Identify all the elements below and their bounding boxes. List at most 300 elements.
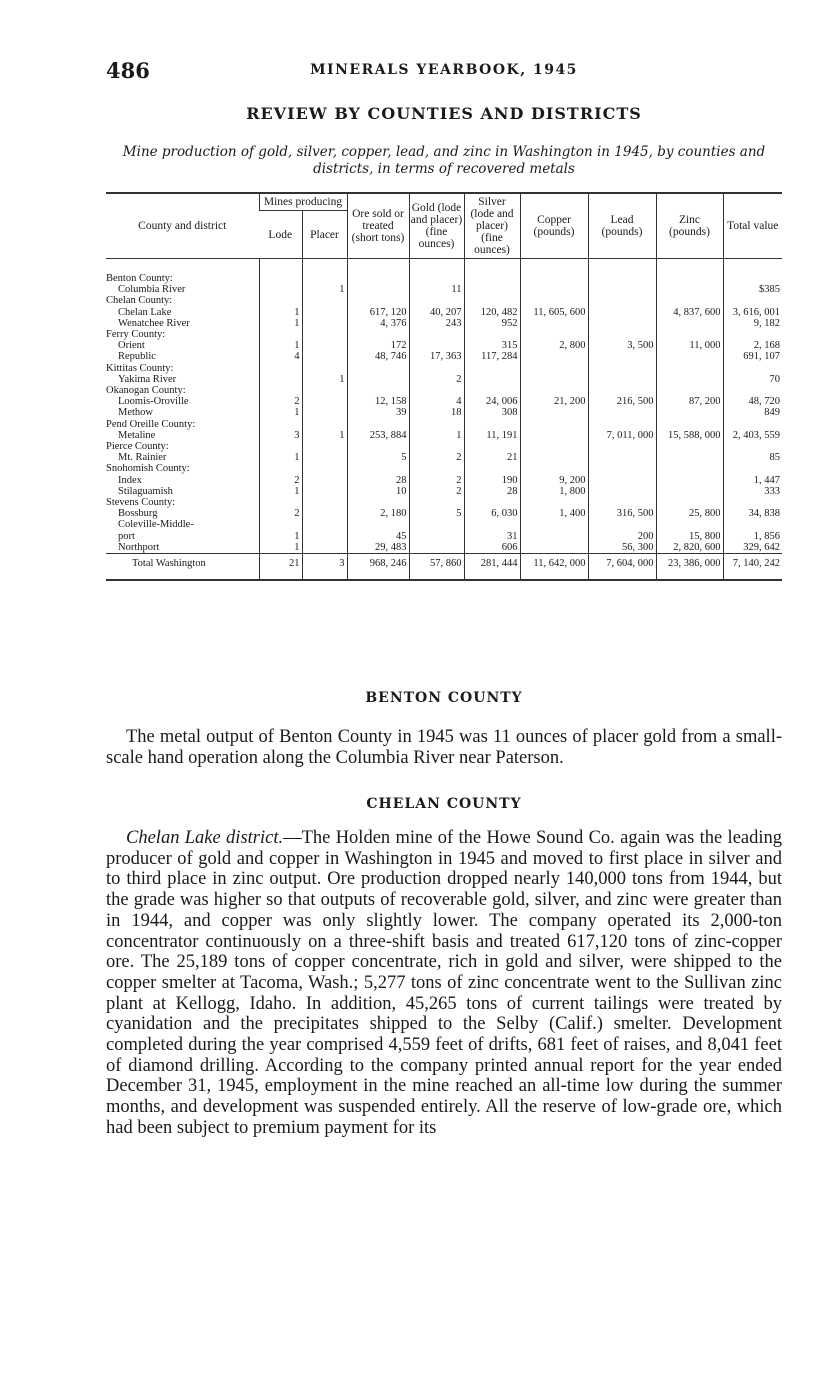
zinc-cell xyxy=(656,259,723,285)
total-cell xyxy=(723,329,782,340)
placer-cell xyxy=(302,531,347,542)
total-cell: 9, 182 xyxy=(723,318,782,329)
lode-cell: 1 xyxy=(259,486,302,497)
district-cell: Okanogan County: xyxy=(106,385,186,397)
district-name: Chelan Lake district. xyxy=(126,828,284,848)
gold-cell: 2 xyxy=(409,486,464,497)
lode-cell xyxy=(259,419,302,430)
lode-cell xyxy=(259,284,302,295)
district-cell: Loomis-Oroville xyxy=(118,396,189,408)
table-row xyxy=(106,351,782,362)
placer-cell xyxy=(302,363,347,374)
zinc-cell xyxy=(656,385,723,396)
copper-cell: 2, 800 xyxy=(520,340,588,351)
district-cell: Metaline xyxy=(118,429,156,441)
district-cell: Northport xyxy=(118,541,160,553)
gold-cell xyxy=(409,419,464,430)
ore-cell xyxy=(347,419,409,430)
ore-cell: 253, 884 xyxy=(347,430,409,441)
copper-cell xyxy=(520,519,588,530)
gold-cell xyxy=(409,463,464,474)
total-name-cell: Total Washington xyxy=(106,554,259,581)
zinc-cell xyxy=(656,441,723,452)
lode-cell xyxy=(259,463,302,474)
section-title: REVIEW BY COUNTIES AND DISTRICTS xyxy=(246,104,642,123)
zinc-cell xyxy=(656,318,723,329)
ore-cell xyxy=(347,385,409,396)
ore-cell: 10 xyxy=(347,486,409,497)
copper-cell xyxy=(520,295,588,306)
running-title: MINERALS YEARBOOK, 1945 xyxy=(310,62,578,78)
gold-cell: 2 xyxy=(409,452,464,463)
ore-cell: 45 xyxy=(347,531,409,542)
silver-cell: 606 xyxy=(464,542,520,554)
zinc-cell xyxy=(656,497,723,508)
zinc-cell xyxy=(656,486,723,497)
lead-cell xyxy=(588,351,656,362)
ore-cell xyxy=(347,497,409,508)
ore-cell xyxy=(347,295,409,306)
gold-cell xyxy=(409,385,464,396)
copper-cell xyxy=(520,407,588,418)
district-cell: port xyxy=(118,530,135,542)
lode-cell: 1 xyxy=(259,307,302,318)
lead-cell xyxy=(588,374,656,385)
zinc-cell xyxy=(656,329,723,340)
total-cell xyxy=(723,295,782,306)
placer-cell: 1 xyxy=(302,284,347,295)
zinc-cell xyxy=(656,452,723,463)
total-cell xyxy=(723,419,782,430)
silver-cell xyxy=(464,329,520,340)
ore-cell xyxy=(347,374,409,385)
ore-cell xyxy=(347,363,409,374)
zinc-cell xyxy=(656,295,723,306)
chelan-text: —The Holden mine of the Howe Sound Co. again was the leading producer of gold and copper in Washington in 1945 and moved to first place in silver and to third place in zinc output. Ore production dropped nearly 140,000 tons from 1944, but the grade was higher so that outputs of recoverable gold, silver, and zinc were greater than in 1944, and copper was only slightly lower. The company operated its 2,000-ton concentrator continuously on a three-shift basis and treated 617,120 tons of zinc-copper ore. The 25,189 tons of copper concentrate, rich in gold and silver, were shipped to the copper smelter at Tacoma, Wash.; 5,277 tons of zinc concentrate went to the Sullivan zinc plant at Kellogg, Idaho. In addition, 45,265 tons of current tailings were treated by cyanidation and the precipitates shipped to the Selby (Calif.) smelter. Development completed during the year comprised 4,559 feet of drifts, 681 feet of raises, and 8,041 feet of diamond drilling. According to the company printed annual report for the year ended December 31, 1945, employment in the mine reached an all-time low during the summer months, and development was suspended entirely. All the reserve of low-grade ore, which had been subject to premium payment for its xyxy=(106,828,783,1138)
copper-cell xyxy=(520,363,588,374)
lode-cell: 3 xyxy=(259,430,302,441)
table-row xyxy=(106,419,782,430)
benton-paragraph: The metal output of Benton County in 1945 was 11 ounces of placer gold from a small-scale hand operation along the Columbia River near Paterson. xyxy=(106,727,782,768)
table-row xyxy=(106,475,782,486)
ore-cell: 29, 483 xyxy=(347,542,409,554)
district-cell: Stevens County: xyxy=(106,497,176,509)
table-row xyxy=(106,318,782,329)
total-cell: 2, 168 xyxy=(723,340,782,351)
lead-cell xyxy=(588,441,656,452)
copper-cell: 21, 200 xyxy=(520,396,588,407)
copper-cell xyxy=(520,385,588,396)
total-zinc-cell: 23, 386, 000 xyxy=(656,554,723,581)
lead-cell xyxy=(588,486,656,497)
silver-cell xyxy=(464,374,520,385)
lead-cell xyxy=(588,329,656,340)
total-placer-cell: 3 xyxy=(302,554,347,581)
copper-cell xyxy=(520,497,588,508)
gold-cell: 17, 363 xyxy=(409,351,464,362)
copper-cell xyxy=(520,284,588,295)
gold-cell: 243 xyxy=(409,318,464,329)
placer-cell xyxy=(302,259,347,285)
table-row xyxy=(106,542,782,554)
silver-cell xyxy=(464,519,520,530)
placer-cell xyxy=(302,351,347,362)
benton-heading: BENTON COUNTY xyxy=(365,690,523,706)
total-cell: 1, 447 xyxy=(723,475,782,486)
page-number: 486 xyxy=(106,58,150,83)
ore-cell: 12, 158 xyxy=(347,396,409,407)
placer-cell xyxy=(302,475,347,486)
silver-cell xyxy=(464,259,520,285)
zinc-cell xyxy=(656,351,723,362)
total-cell: 849 xyxy=(723,407,782,418)
copper-cell: 9, 200 xyxy=(520,475,588,486)
lead-cell xyxy=(588,452,656,463)
silver-cell: 28 xyxy=(464,486,520,497)
gold-cell xyxy=(409,259,464,285)
copper-cell: 1, 800 xyxy=(520,486,588,497)
zinc-cell xyxy=(656,475,723,486)
ore-cell: 39 xyxy=(347,407,409,418)
placer-cell xyxy=(302,295,347,306)
silver-cell xyxy=(464,463,520,474)
ore-cell: 4, 376 xyxy=(347,318,409,329)
total-cell: 70 xyxy=(723,374,782,385)
silver-cell: 117, 284 xyxy=(464,351,520,362)
lode-cell: 1 xyxy=(259,531,302,542)
lode-cell xyxy=(259,363,302,374)
gold-cell xyxy=(409,497,464,508)
zinc-cell xyxy=(656,519,723,530)
table-row xyxy=(106,452,782,463)
total-cell: 691, 107 xyxy=(723,351,782,362)
zinc-cell: 11, 000 xyxy=(656,340,723,351)
copper-cell xyxy=(520,419,588,430)
table-caption: Mine production of gold, silver, copper, lead, and zinc in Washington in 1945, by counties and districts, in terms of recovered metals xyxy=(122,144,766,177)
silver-cell xyxy=(464,385,520,396)
district-cell: Kittitas County: xyxy=(106,362,174,374)
table-row xyxy=(106,259,782,285)
silver-cell: 24, 006 xyxy=(464,396,520,407)
gold-cell xyxy=(409,542,464,554)
ore-cell xyxy=(347,284,409,295)
table-row xyxy=(106,396,782,407)
table-row xyxy=(106,508,782,519)
header-lode: Lode xyxy=(259,211,302,259)
district-cell: Coleville-Middle- xyxy=(118,519,194,531)
placer-cell xyxy=(302,307,347,318)
ore-cell: 2, 180 xyxy=(347,508,409,519)
table-row xyxy=(106,463,782,474)
lead-cell: 200 xyxy=(588,531,656,542)
lead-cell xyxy=(588,475,656,486)
district-cell: Republic xyxy=(118,351,156,363)
lead-cell xyxy=(588,284,656,295)
lead-cell xyxy=(588,419,656,430)
table-row xyxy=(106,340,782,351)
district-cell: Benton County: xyxy=(106,273,173,284)
table-row xyxy=(106,430,782,441)
total-silver-cell: 281, 444 xyxy=(464,554,520,581)
copper-cell: 1, 400 xyxy=(520,508,588,519)
copper-cell: 11, 605, 600 xyxy=(520,307,588,318)
ore-cell: 48, 746 xyxy=(347,351,409,362)
silver-cell xyxy=(464,284,520,295)
total-cell: 85 xyxy=(723,452,782,463)
gold-cell xyxy=(409,340,464,351)
ore-cell: 5 xyxy=(347,452,409,463)
table-row xyxy=(106,385,782,396)
table-body xyxy=(106,259,782,581)
total-cell: 48, 720 xyxy=(723,396,782,407)
gold-cell xyxy=(409,441,464,452)
copper-cell xyxy=(520,329,588,340)
table-row xyxy=(106,407,782,418)
copper-cell xyxy=(520,318,588,329)
lode-cell: 2 xyxy=(259,396,302,407)
lode-cell: 1 xyxy=(259,340,302,351)
gold-cell: 5 xyxy=(409,508,464,519)
district-cell: Index xyxy=(118,474,142,486)
district-cell: Columbia River xyxy=(118,284,186,296)
production-table xyxy=(106,192,782,581)
district-cell: Stilaguamish xyxy=(118,485,173,497)
zinc-cell: 25, 800 xyxy=(656,508,723,519)
ore-cell: 617, 120 xyxy=(347,307,409,318)
table-row xyxy=(106,374,782,385)
total-cell: 1, 856 xyxy=(723,531,782,542)
silver-cell xyxy=(464,497,520,508)
table-row xyxy=(106,329,782,340)
copper-cell xyxy=(520,542,588,554)
district-cell: Snohomish County: xyxy=(106,463,190,475)
chelan-heading: CHELAN COUNTY xyxy=(366,796,522,812)
silver-cell: 120, 482 xyxy=(464,307,520,318)
placer-cell xyxy=(302,318,347,329)
gold-cell: 4 xyxy=(409,396,464,407)
header-zinc: Zinc (pounds) xyxy=(656,193,723,259)
zinc-cell: 15, 588, 000 xyxy=(656,430,723,441)
silver-cell: 11, 191 xyxy=(464,430,520,441)
placer-cell xyxy=(302,519,347,530)
silver-cell xyxy=(464,363,520,374)
placer-cell xyxy=(302,508,347,519)
zinc-cell xyxy=(656,374,723,385)
lead-cell xyxy=(588,407,656,418)
ore-cell xyxy=(347,441,409,452)
total-cell xyxy=(723,363,782,374)
gold-cell: 2 xyxy=(409,475,464,486)
header-county: County and district xyxy=(106,193,259,259)
placer-cell xyxy=(302,486,347,497)
lead-cell: 316, 500 xyxy=(588,508,656,519)
ore-cell: 172 xyxy=(347,340,409,351)
table-row xyxy=(106,295,782,306)
placer-cell xyxy=(302,452,347,463)
zinc-cell xyxy=(656,407,723,418)
total-cell: 329, 642 xyxy=(723,542,782,554)
lode-cell: 1 xyxy=(259,542,302,554)
gold-cell xyxy=(409,363,464,374)
lode-cell: 1 xyxy=(259,407,302,418)
district-cell: Pierce County: xyxy=(106,441,169,453)
lode-cell xyxy=(259,374,302,385)
gold-cell xyxy=(409,295,464,306)
district-cell: Yakima River xyxy=(118,373,177,385)
total-cell xyxy=(723,497,782,508)
ore-cell: 28 xyxy=(347,475,409,486)
silver-cell: 308 xyxy=(464,407,520,418)
total-ore-cell: 968, 246 xyxy=(347,554,409,581)
district-cell: Wenatchee River xyxy=(118,317,190,329)
lead-cell: 216, 500 xyxy=(588,396,656,407)
page-header xyxy=(106,58,782,82)
table-row xyxy=(106,284,782,295)
gold-cell: 40, 207 xyxy=(409,307,464,318)
district-cell: Chelan County: xyxy=(106,295,173,307)
copper-cell xyxy=(520,463,588,474)
placer-cell xyxy=(302,463,347,474)
table-row xyxy=(106,531,782,542)
district-cell: Orient xyxy=(118,340,145,352)
silver-cell: 952 xyxy=(464,318,520,329)
silver-cell: 31 xyxy=(464,531,520,542)
placer-cell: 1 xyxy=(302,430,347,441)
lead-cell: 3, 500 xyxy=(588,340,656,351)
header-gold: Gold (lode and placer) (fine ounces) xyxy=(409,193,464,259)
placer-cell xyxy=(302,542,347,554)
copper-cell xyxy=(520,374,588,385)
lead-cell xyxy=(588,463,656,474)
silver-cell: 21 xyxy=(464,452,520,463)
copper-cell xyxy=(520,441,588,452)
lead-cell xyxy=(588,519,656,530)
total-gold-cell: 57, 860 xyxy=(409,554,464,581)
district-cell: Chelan Lake xyxy=(118,306,172,318)
gold-cell: 1 xyxy=(409,430,464,441)
zinc-cell xyxy=(656,419,723,430)
silver-cell: 6, 030 xyxy=(464,508,520,519)
lead-cell xyxy=(588,318,656,329)
lode-cell xyxy=(259,329,302,340)
total-lead-cell: 7, 604, 000 xyxy=(588,554,656,581)
district-cell: Bossburg xyxy=(118,508,158,520)
total-cell: 333 xyxy=(723,486,782,497)
lode-cell: 1 xyxy=(259,452,302,463)
lead-cell xyxy=(588,363,656,374)
lead-cell xyxy=(588,497,656,508)
gold-cell: 18 xyxy=(409,407,464,418)
table-row xyxy=(106,519,782,530)
copper-cell xyxy=(520,351,588,362)
copper-cell xyxy=(520,430,588,441)
total-cell: 3, 616, 001 xyxy=(723,307,782,318)
table-row xyxy=(106,441,782,452)
silver-cell xyxy=(464,419,520,430)
table-row xyxy=(106,497,782,508)
header-total: Total value xyxy=(723,193,782,259)
copper-cell xyxy=(520,452,588,463)
total-cell xyxy=(723,441,782,452)
zinc-cell xyxy=(656,363,723,374)
total-row xyxy=(106,554,782,581)
total-cell: $385 xyxy=(723,284,782,295)
total-cell: 34, 838 xyxy=(723,508,782,519)
district-cell: Ferry County: xyxy=(106,329,166,341)
total-total-cell: 7, 140, 242 xyxy=(723,554,782,581)
placer-cell xyxy=(302,385,347,396)
total-lode-cell: 21 xyxy=(259,554,302,581)
lode-cell xyxy=(259,497,302,508)
zinc-cell: 4, 837, 600 xyxy=(656,307,723,318)
header-ore: Ore sold or treated (short tons) xyxy=(347,193,409,259)
ore-cell xyxy=(347,463,409,474)
header-lead: Lead (pounds) xyxy=(588,193,656,259)
zinc-cell xyxy=(656,463,723,474)
lode-cell xyxy=(259,295,302,306)
silver-cell: 315 xyxy=(464,340,520,351)
gold-cell xyxy=(409,329,464,340)
zinc-cell: 2, 820, 600 xyxy=(656,542,723,554)
copper-cell xyxy=(520,259,588,285)
lead-cell: 56, 300 xyxy=(588,542,656,554)
silver-cell xyxy=(464,295,520,306)
lead-cell xyxy=(588,385,656,396)
total-cell xyxy=(723,519,782,530)
header-silver: Silver (lode and placer) (fine ounces) xyxy=(464,193,520,259)
table-row xyxy=(106,307,782,318)
total-cell xyxy=(723,385,782,396)
table-row xyxy=(106,486,782,497)
placer-cell xyxy=(302,329,347,340)
table-row xyxy=(106,363,782,374)
district-cell: Methow xyxy=(118,407,153,419)
placer-cell xyxy=(302,340,347,351)
ore-cell xyxy=(347,259,409,285)
gold-cell xyxy=(409,531,464,542)
silver-cell: 190 xyxy=(464,475,520,486)
lead-cell xyxy=(588,295,656,306)
total-cell xyxy=(723,259,782,285)
chelan-paragraph xyxy=(106,828,782,1139)
header-copper: Copper (pounds) xyxy=(520,193,588,259)
lode-cell: 2 xyxy=(259,475,302,486)
lode-cell xyxy=(259,441,302,452)
zinc-cell xyxy=(656,284,723,295)
lode-cell xyxy=(259,519,302,530)
zinc-cell: 15, 800 xyxy=(656,531,723,542)
district-cell: Mt. Rainier xyxy=(118,452,167,464)
total-cell: 2, 403, 559 xyxy=(723,430,782,441)
placer-cell xyxy=(302,419,347,430)
header-mines: Mines producing xyxy=(259,193,347,211)
placer-cell: 1 xyxy=(302,374,347,385)
lead-cell xyxy=(588,307,656,318)
placer-cell xyxy=(302,396,347,407)
placer-cell xyxy=(302,407,347,418)
lode-cell xyxy=(259,385,302,396)
lode-cell xyxy=(259,259,302,285)
copper-cell xyxy=(520,531,588,542)
district-cell: Pend Oreille County: xyxy=(106,418,196,430)
total-cell xyxy=(723,463,782,474)
gold-cell: 2 xyxy=(409,374,464,385)
placer-cell xyxy=(302,497,347,508)
lode-cell: 1 xyxy=(259,318,302,329)
placer-cell xyxy=(302,441,347,452)
lode-cell: 4 xyxy=(259,351,302,362)
lead-cell: 7, 011, 000 xyxy=(588,430,656,441)
